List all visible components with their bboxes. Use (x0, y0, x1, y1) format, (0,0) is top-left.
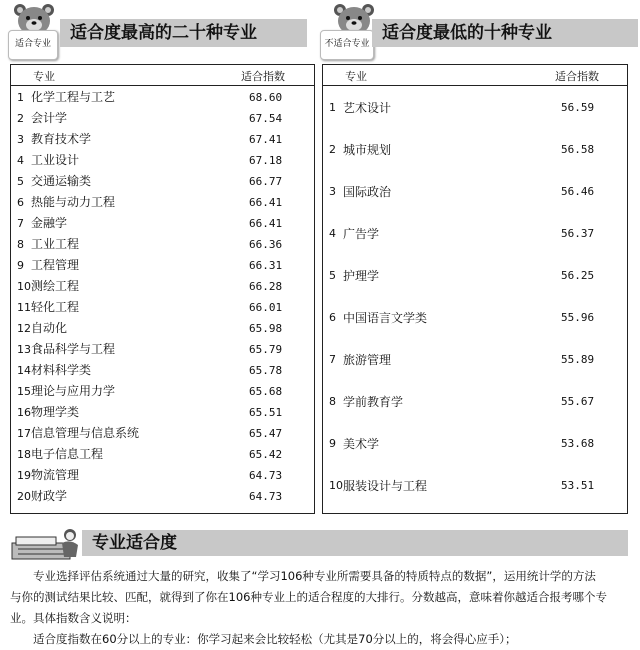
suitability-index: 66.28 (249, 280, 283, 293)
suitability-index: 65.79 (249, 343, 283, 356)
suitability-index: 53.51 (561, 479, 595, 492)
suitability-index: 65.42 (249, 448, 283, 461)
row-rank: 1 (329, 101, 336, 114)
major-name: 理论与应用力学 (31, 384, 116, 398)
table-row (11, 486, 314, 507)
major-name: 测绘工程 (31, 279, 80, 293)
column-header-index: 适合指数 (241, 70, 285, 83)
major-name: 工程管理 (31, 258, 80, 272)
suitability-index: 67.18 (249, 154, 283, 167)
bottom-majors-table (322, 64, 628, 514)
major-name: 热能与动力工程 (31, 195, 116, 209)
suitability-index: 56.46 (561, 185, 595, 198)
row-rank: 14 (17, 364, 31, 377)
row-rank: 7 (329, 353, 336, 366)
major-name: 广告学 (343, 227, 380, 241)
major-name: 护理学 (343, 269, 380, 283)
row-rank: 8 (17, 238, 24, 251)
row-rank: 7 (17, 217, 24, 230)
major-name: 中国语言文学类 (343, 311, 428, 325)
suitability-index: 66.36 (249, 238, 283, 251)
major-name: 服装设计与工程 (343, 479, 428, 493)
suitability-index: 66.31 (249, 259, 283, 272)
suitability-index: 55.67 (561, 395, 595, 408)
suitability-index: 65.98 (249, 322, 283, 335)
table-row (323, 255, 627, 297)
row-rank: 11 (17, 301, 31, 314)
table-row (323, 87, 627, 129)
unsuitable-badge: 不适合专业 (320, 30, 374, 60)
major-name: 艺术设计 (343, 101, 392, 115)
suitability-index: 67.41 (249, 133, 283, 146)
table-row (323, 213, 627, 255)
major-name: 会计学 (31, 111, 68, 125)
paragraph-line: 业。具体指数含义说明： (10, 611, 137, 625)
major-name: 学前教育学 (343, 395, 404, 409)
paragraph-line: 专业选择评估系统通过大量的研究，收集了“学习106种专业所需要具备的特质特点的数据”，运用统计学的方法 (33, 569, 596, 583)
table-row (11, 381, 314, 402)
table-header (11, 65, 314, 86)
row-rank: 13 (17, 343, 31, 356)
row-rank: 4 (17, 154, 24, 167)
row-rank: 17 (17, 427, 31, 440)
suitability-index: 66.01 (249, 301, 283, 314)
table-row (11, 465, 314, 486)
major-name: 教育技术学 (31, 132, 92, 146)
suitability-index: 56.59 (561, 101, 595, 114)
row-rank: 3 (329, 185, 336, 198)
major-name: 国际政治 (343, 185, 392, 199)
table-row (11, 129, 314, 150)
row-rank: 8 (329, 395, 336, 408)
row-rank: 9 (17, 259, 24, 272)
table-header (323, 65, 627, 86)
major-name: 物流管理 (31, 468, 80, 482)
row-rank: 20 (17, 490, 31, 503)
major-name: 电子信息工程 (31, 447, 104, 461)
section-title: 专业适合度 (82, 530, 628, 556)
row-rank: 19 (17, 469, 31, 482)
table-row (11, 423, 314, 444)
table-row (323, 129, 627, 171)
suitability-index: 65.47 (249, 427, 283, 440)
major-name: 城市规划 (343, 143, 392, 157)
table-row (11, 108, 314, 129)
table-row (11, 339, 314, 360)
row-rank: 5 (17, 175, 24, 188)
major-name: 信息管理与信息系统 (31, 426, 140, 440)
major-name: 交通运输类 (31, 174, 92, 188)
suitable-badge: 适合专业 (8, 30, 58, 60)
row-rank: 6 (17, 196, 24, 209)
major-name: 轻化工程 (31, 300, 80, 314)
suitability-index: 68.60 (249, 91, 283, 104)
table-row (323, 381, 627, 423)
major-name: 工业工程 (31, 237, 80, 251)
table-row (11, 276, 314, 297)
suitability-index: 66.41 (249, 217, 283, 230)
major-name: 财政学 (31, 489, 68, 503)
top-majors-table (10, 64, 315, 514)
major-name: 自动化 (31, 321, 68, 335)
table-row (323, 297, 627, 339)
table-row (11, 87, 314, 108)
paragraph-line: 适合度指数在60分以上的专业：你学习起来会比较轻松（尤其是70分以上的，将会得心应手）； (33, 632, 517, 646)
reading-student-icon (10, 523, 82, 561)
suitability-index: 64.73 (249, 469, 283, 482)
table-row (11, 297, 314, 318)
suitability-index: 65.68 (249, 385, 283, 398)
table-row (323, 339, 627, 381)
row-rank: 18 (17, 448, 31, 461)
panel-title: 适合度最低的十种专业 (372, 19, 638, 47)
row-rank: 16 (17, 406, 31, 419)
paragraph-line: 与你的测试结果比较、匹配，就得到了你在106种专业上的适合程度的大排行。分数越高，意味着你越适合报考哪个专 (10, 590, 607, 604)
panel-title: 适合度最高的二十种专业 (60, 19, 307, 47)
table-row (323, 465, 627, 507)
suitability-index: 55.89 (561, 353, 595, 366)
column-header-major: 专业 (345, 70, 367, 83)
table-row (11, 402, 314, 423)
row-rank: 12 (17, 322, 31, 335)
suitability-index: 65.78 (249, 364, 283, 377)
table-row (11, 360, 314, 381)
row-rank: 10 (329, 479, 343, 492)
major-name: 金融学 (31, 216, 68, 230)
row-rank: 5 (329, 269, 336, 282)
suitability-index: 67.54 (249, 112, 283, 125)
suitability-index: 56.58 (561, 143, 595, 156)
table-row (323, 171, 627, 213)
row-rank: 3 (17, 133, 24, 146)
major-name: 美术学 (343, 437, 380, 451)
table-row (11, 213, 314, 234)
table-row (11, 255, 314, 276)
table-row (11, 171, 314, 192)
suitability-index: 56.37 (561, 227, 595, 240)
major-name: 物理学类 (31, 405, 80, 419)
suitability-index: 66.77 (249, 175, 283, 188)
suitability-index: 55.96 (561, 311, 595, 324)
major-name: 工业设计 (31, 153, 80, 167)
table-row (11, 318, 314, 339)
section-header (0, 523, 640, 561)
row-rank: 4 (329, 227, 336, 240)
major-name: 食品科学与工程 (31, 342, 116, 356)
major-name: 旅游管理 (343, 353, 392, 367)
table-row (323, 423, 627, 465)
suitability-index: 66.41 (249, 196, 283, 209)
suitability-index: 56.25 (561, 269, 595, 282)
row-rank: 2 (329, 143, 336, 156)
row-rank: 2 (17, 112, 24, 125)
table-row (11, 234, 314, 255)
table-row (11, 444, 314, 465)
row-rank: 1 (17, 91, 24, 104)
table-row (11, 150, 314, 171)
row-rank: 9 (329, 437, 336, 450)
major-name: 化学工程与工艺 (31, 90, 116, 104)
row-rank: 6 (329, 311, 336, 324)
row-rank: 15 (17, 385, 31, 398)
section-body (10, 566, 630, 650)
table-row (11, 192, 314, 213)
row-rank: 10 (17, 280, 31, 293)
major-name: 材料科学类 (31, 363, 92, 377)
suitability-index: 65.51 (249, 406, 283, 419)
column-header-major: 专业 (33, 70, 55, 83)
column-header-index: 适合指数 (555, 70, 599, 83)
suitability-index: 53.68 (561, 437, 595, 450)
suitability-index: 64.73 (249, 490, 283, 503)
